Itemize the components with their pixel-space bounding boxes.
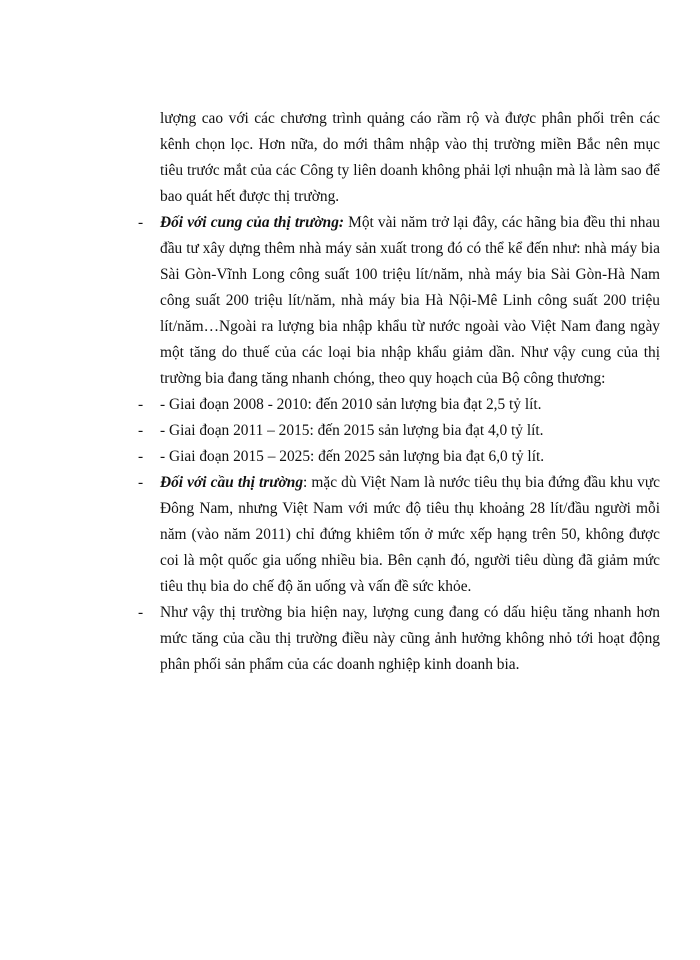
list-item-period-2008 (138, 392, 660, 418)
list-item-period-2015 (138, 444, 660, 470)
bullet-marker: - (138, 474, 144, 491)
list-item-text: Như vậy thị trường bia hiện nay, lượng cung đang có dấu hiệu tăng nhanh hơn mức tăng của cầu thị trường điều này cũng ảnh hưởng không nhỏ tới hoạt động phân phối sản phẩm của các doanh nghiệp kinh doanh bia. (160, 604, 660, 673)
list-item-text: - Giai đoạn 2008 - 2010: đến 2010 sản lượng bia đạt 2,5 tỷ lít. (160, 396, 542, 413)
list-item-text (160, 210, 660, 392)
list-item-demand (138, 470, 660, 600)
list-item-text: - Giai đoạn 2011 – 2015: đến 2015 sản lượng bia đạt 4,0 tỷ lít. (160, 422, 544, 439)
bullet-marker: - (138, 448, 144, 465)
list-item-heading: Đối với cầu thị trường (160, 474, 304, 491)
intro-paragraph: lượng cao với các chương trình quảng cáo rầm rộ và được phân phối trên các kênh chọn lọc. Hơn nữa, do mới thâm nhập vào thị trường miền Bắc nên mục tiêu trước mắt của các Công ty liên doanh không phải lợi nhuận mà là làm sao để bao quát hết được thị trường. (160, 110, 660, 205)
list-item-period-2011 (138, 418, 660, 444)
list-item-conclusion (138, 600, 660, 678)
list-item-text (160, 470, 660, 600)
bullet-marker: - (138, 422, 144, 439)
list-item-text: - Giai đoạn 2015 – 2025: đến 2025 sản lượng bia đạt 6,0 tỷ lít. (160, 448, 545, 465)
list-item-heading: Đối với cung của thị trường: (160, 214, 345, 231)
list-item-body: Một vài năm trở lại đây, các hãng bia đều thi nhau đầu tư xây dựng thêm nhà máy sản xuất trong đó có thể kể đến như: nhà máy bia Sài Gòn-Vĩnh Long công suất 100 triệu lít/năm, nhà máy bia Sài Gòn-Hà Nam công suất 200 triệu lít/năm, nhà máy bia Hà Nội-Mê Linh công suất 200 triệu lít/năm…Ngoài ra lượng bia nhập khẩu từ nước ngoài vào Việt Nam đang ngày một tăng do thuế của các loại bia nhập khẩu giảm dần. Như vậy cung của thị trường bia đang tăng nhanh chóng, theo quy hoạch của Bộ công thương: (160, 214, 660, 387)
bullet-marker: - (138, 214, 144, 231)
bullet-marker: - (138, 604, 144, 621)
document-body (138, 106, 660, 678)
bullet-marker: - (138, 396, 144, 413)
list-item-supply (138, 210, 660, 392)
list-item-body: : mặc dù Việt Nam là nước tiêu thụ bia đứng đầu khu vực Đông Nam, nhưng Việt Nam với mức độ tiêu thụ khoảng 28 lít/đầu người mỗi năm (vào năm 2011) chỉ đứng khiêm tốn ở mức xếp hạng trên 50, không được coi là một quốc gia uống nhiều bia. Bên cạnh đó, người tiêu dùng đã giảm mức tiêu thụ bia do chế độ ăn uống và vấn đề sức khỏe. (160, 474, 661, 595)
